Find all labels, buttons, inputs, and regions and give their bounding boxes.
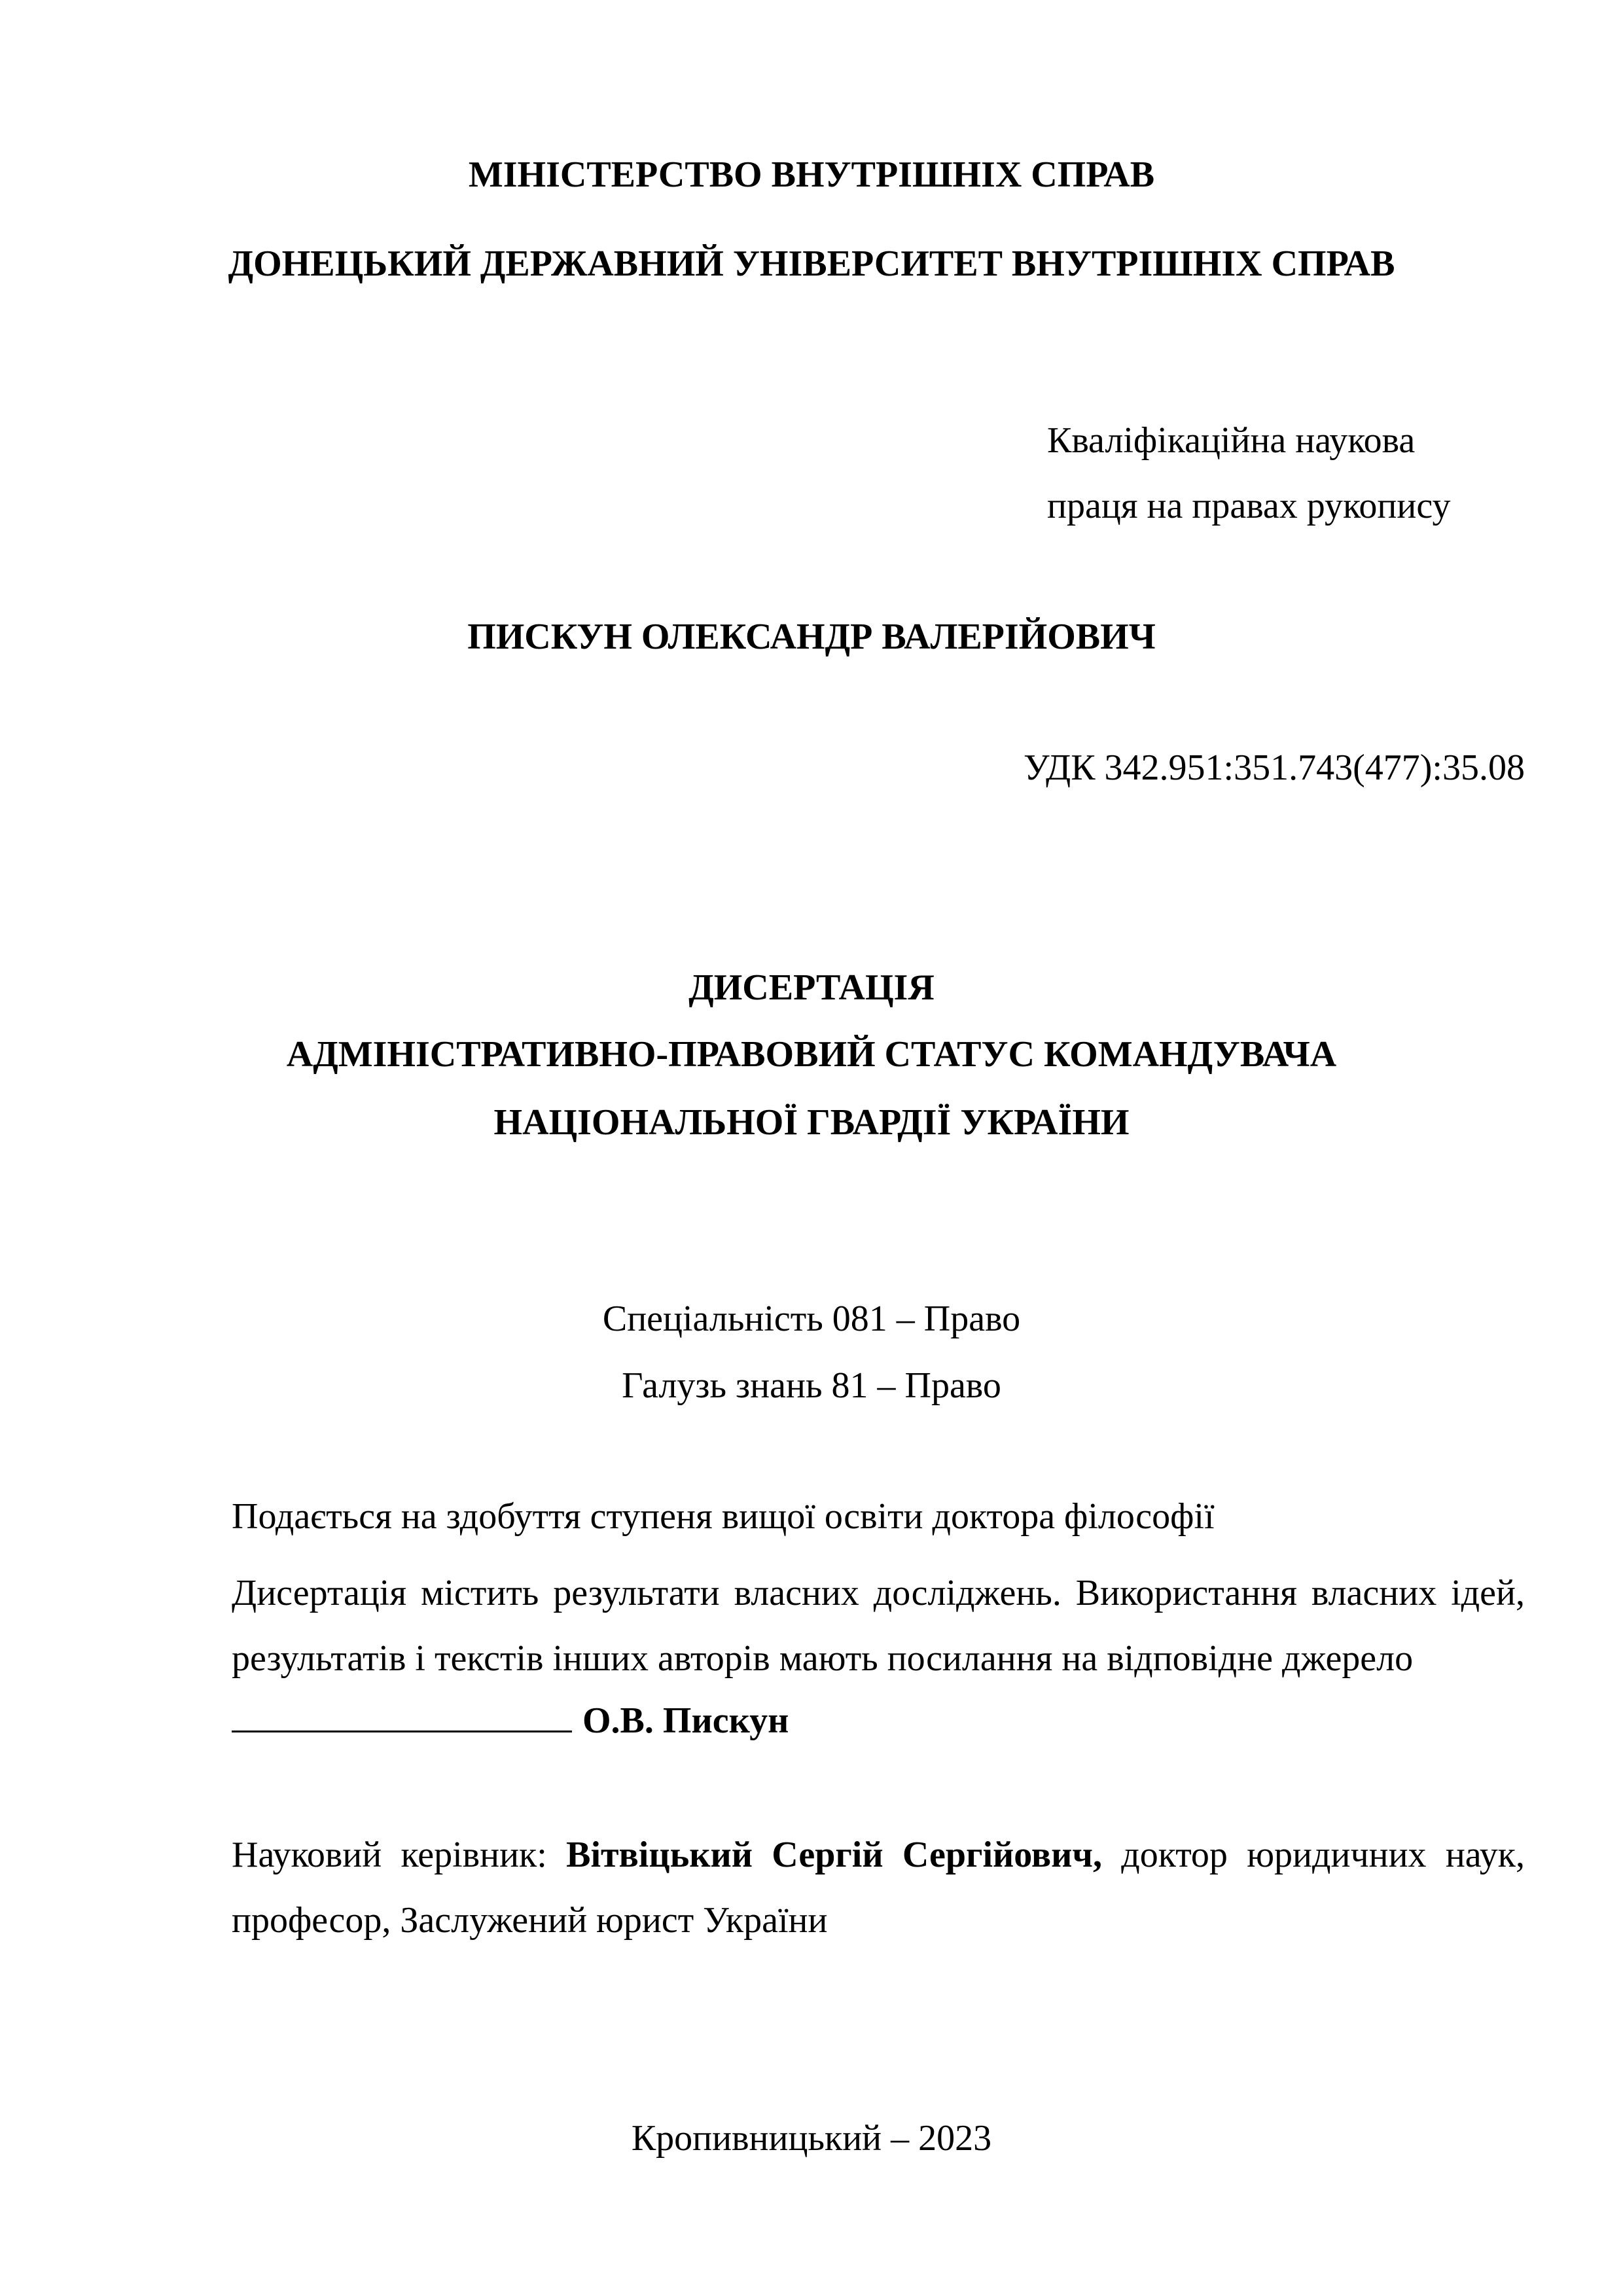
- author-name: ПИСКУН ОЛЕКСАНДР ВАЛЕРІЙОВИЧ: [467, 617, 1156, 657]
- originality-statement: Дисертація містить результати власних досліджень. Використання власних ідей, результатів і текстів інших авторів мають посилання на відповідне джерело: [232, 1573, 1525, 1679]
- submission-statement: Подається на здобуття ступеня вищої освіти доктора філософії: [232, 1496, 1215, 1537]
- dissertation-kind: ДИСЕРТАЦІЯ: [688, 967, 935, 1008]
- specialty-line: Спеціальність 081 – Право: [602, 1299, 1021, 1339]
- qualification-line-1: Кваліфікаційна наукова: [1047, 420, 1416, 461]
- city-year: Кропивницький – 2023: [631, 2118, 992, 2159]
- university-heading: ДОНЕЦЬКИЙ ДЕРЖАВНИЙ УНІВЕРСИТЕТ ВНУТРІШНІХ СПРАВ: [228, 243, 1395, 284]
- qualification-line-2: праця на правах рукопису: [1047, 486, 1451, 526]
- field-of-knowledge-line: Галузь знань 81 – Право: [622, 1365, 1001, 1406]
- udc-code: УДК 342.951:351.743(477):35.08: [1024, 747, 1525, 788]
- ministry-heading: МІНІСТЕРСТВО ВНУТРІШНІХ СПРАВ: [468, 154, 1155, 195]
- supervisor-block: [232, 1822, 1525, 1953]
- signature-line: [232, 1691, 572, 1732]
- supervisor-name: Вітвіцький Сергій Сергійович,: [566, 1835, 1102, 1875]
- dissertation-title-line-1: АДМІНІСТРАТИВНО-ПРАВОВИЙ СТАТУС КОМАНДУВАЧА: [286, 1034, 1337, 1075]
- dissertation-title-line-2: НАЦІОНАЛЬНОЇ ГВАРДІЇ УКРАЇНИ: [493, 1102, 1130, 1143]
- supervisor-label: Науковий керівник:: [232, 1835, 547, 1875]
- signature-block: [232, 1691, 789, 1743]
- supervisor-details: доктор юридичних наук, професор, Заслужений юрист України: [232, 1835, 1525, 1941]
- signature-name: О.В. Пискун: [582, 1700, 789, 1741]
